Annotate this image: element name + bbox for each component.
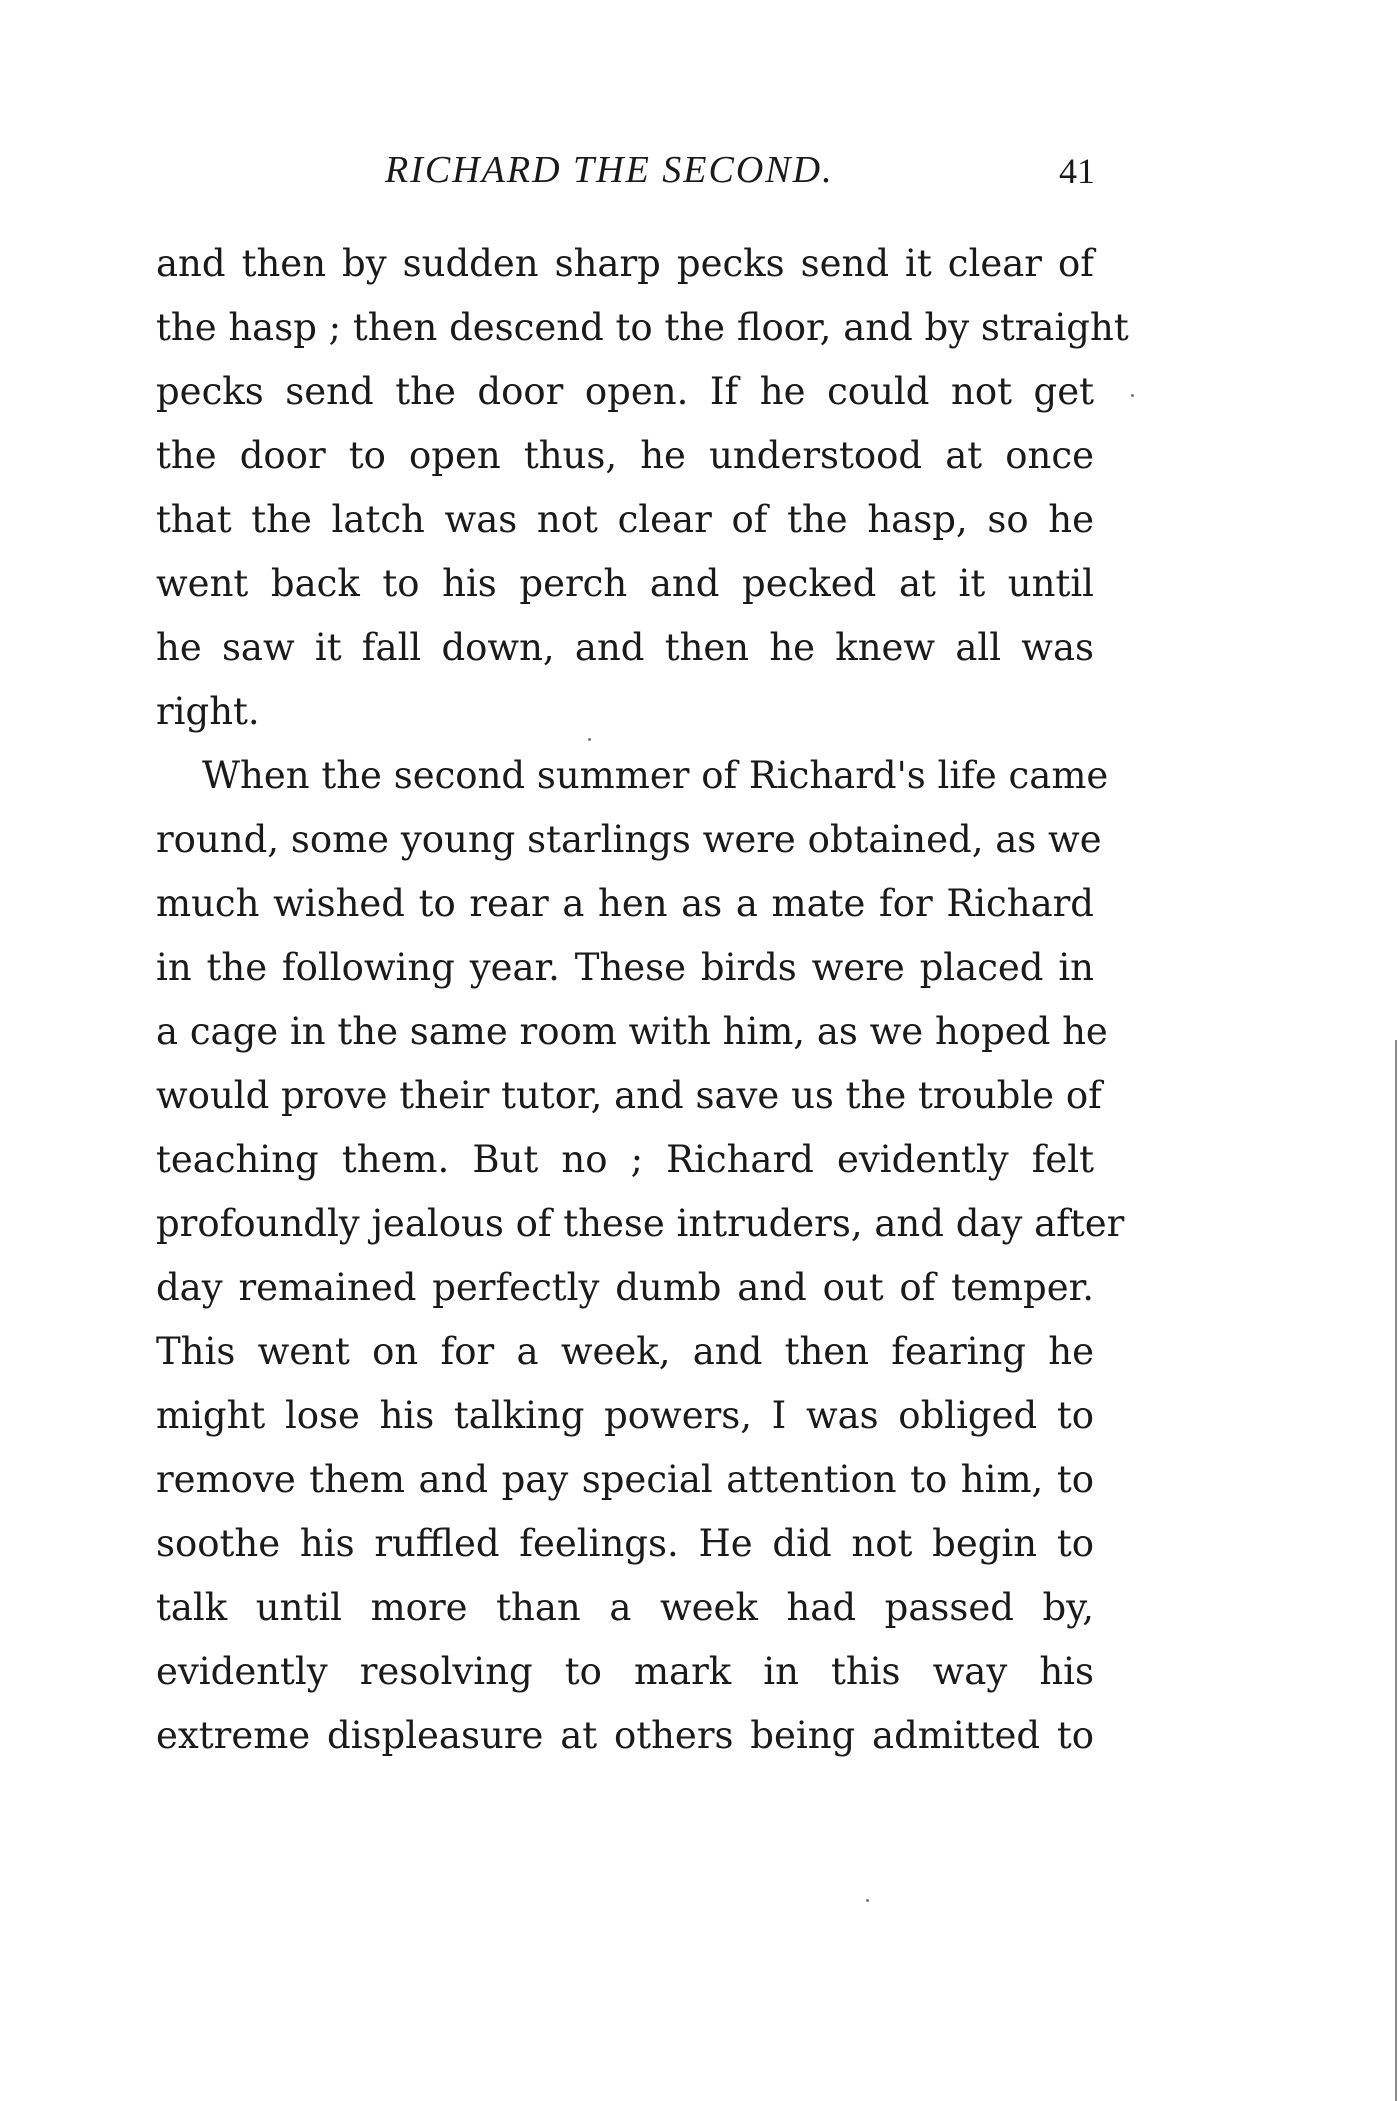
ink-speck (866, 1899, 869, 1902)
text-line: This went on for a week, and then fearing he (156, 1330, 1094, 1373)
text-line: the door to open thus, he understood at once (156, 434, 1094, 477)
text-line: might lose his talking powers, I was obliged to (156, 1394, 1094, 1437)
text-line: teaching them. But no ; Richard evidently felt (156, 1138, 1094, 1181)
paragraph-end-line: right. (156, 690, 260, 733)
text-line: much wished to rear a hen as a mate for Richard (156, 882, 1094, 925)
text-line: the hasp ; then descend to the floor, and by straight (156, 306, 1129, 349)
running-head (150, 148, 1095, 198)
text-line: pecks send the door open. If he could not get (156, 370, 1094, 413)
text-line: day remained perfectly dumb and out of temper. (156, 1266, 1094, 1309)
ink-speck (1131, 394, 1134, 397)
text-line: would prove their tutor, and save us the trouble of (156, 1074, 1102, 1117)
text-line: extreme displeasure at others being admitted to (156, 1714, 1094, 1757)
text-line: that the latch was not clear of the hasp, so he (156, 498, 1094, 541)
text-line: round, some young starlings were obtained, as we (156, 818, 1102, 861)
running-title: RICHARD THE SECOND. (385, 149, 834, 191)
text-line: he saw it fall down, and then he knew all was (156, 626, 1094, 669)
paragraph-start-line: When the second summer of Richard's life came (202, 754, 1109, 797)
text-line: went back to his perch and pecked at it until (156, 562, 1094, 605)
text-line: talk until more than a week had passed by, (156, 1586, 1094, 1629)
ink-speck (588, 738, 591, 741)
text-line: evidently resolving to mark in this way his (156, 1650, 1094, 1693)
text-line: profoundly jealous of these intruders, and day after (156, 1202, 1125, 1245)
text-line: in the following year. These birds were placed in (156, 946, 1094, 989)
text-line: remove them and pay special attention to him, to (156, 1458, 1094, 1501)
text-line: a cage in the same room with him, as we hoped he (156, 1010, 1108, 1053)
scan-edge-line (1395, 1040, 1397, 2101)
page-number: 41 (1059, 151, 1095, 191)
body-text (156, 232, 1129, 1768)
text-line: soothe his ruffled feelings. He did not begin to (156, 1522, 1094, 1565)
text-line: and then by sudden sharp pecks send it clear of (156, 242, 1094, 285)
